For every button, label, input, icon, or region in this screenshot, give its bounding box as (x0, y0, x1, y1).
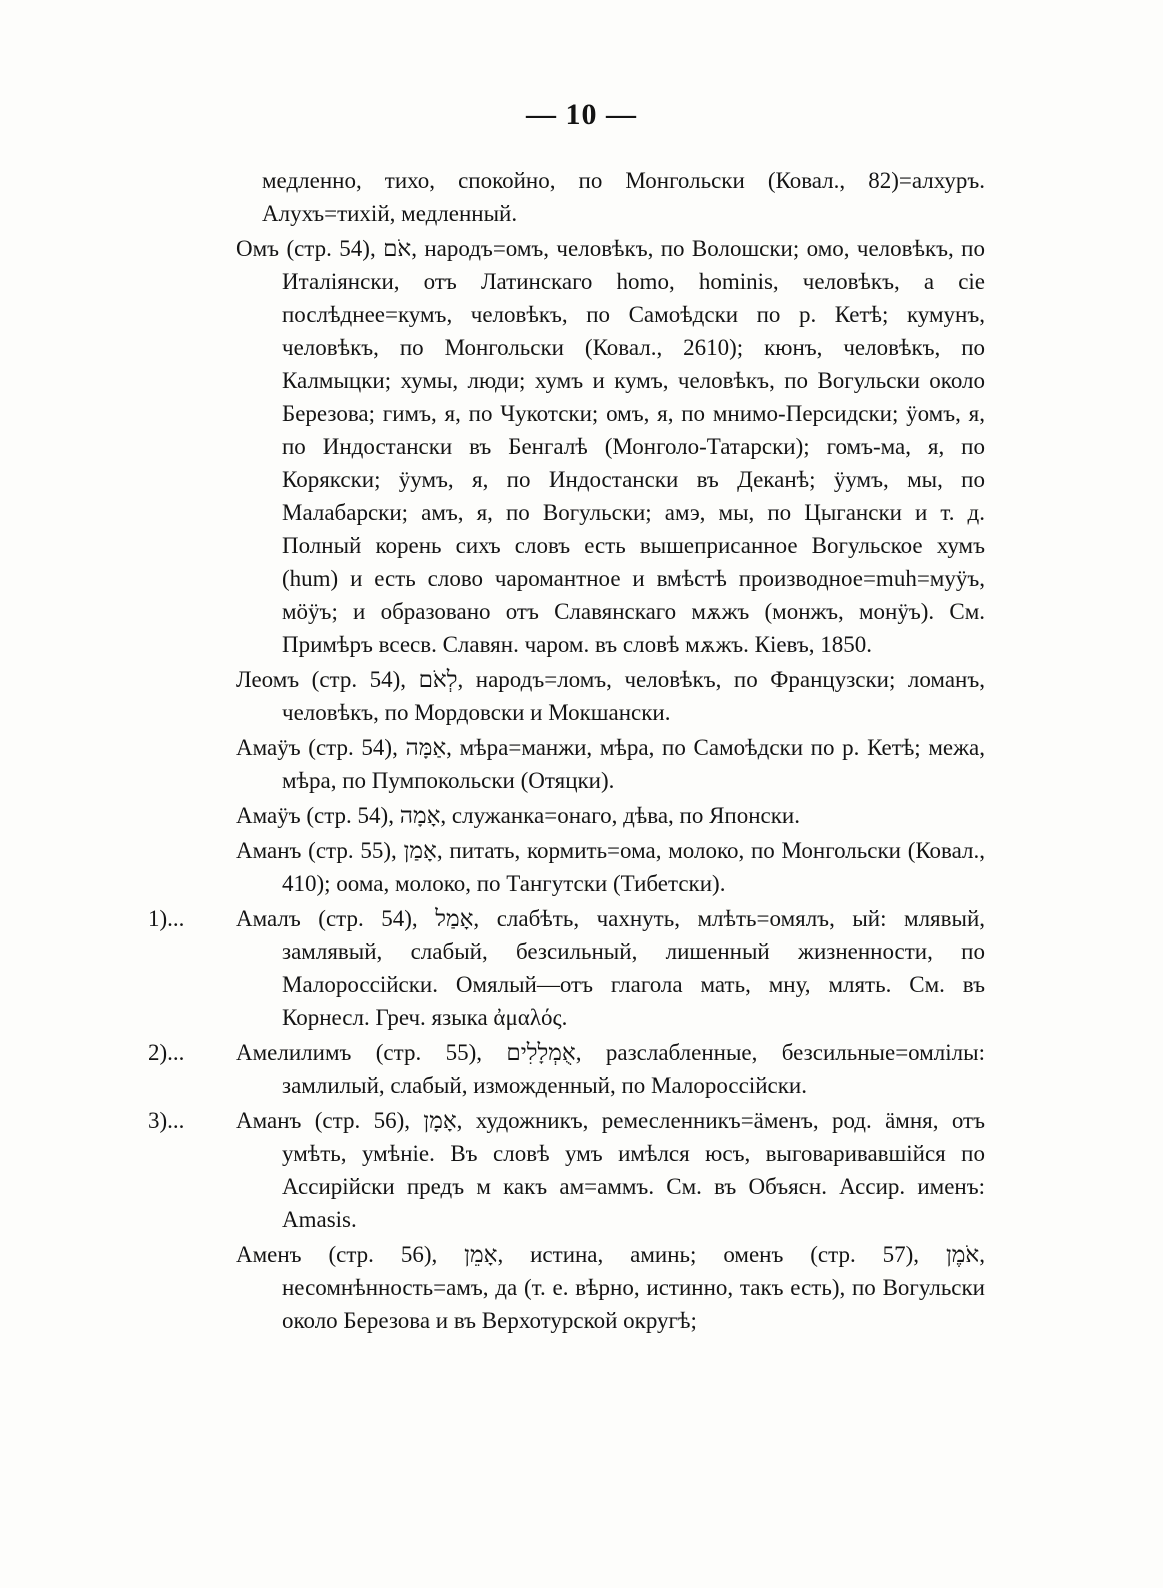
entry-number: 3)... (148, 1108, 185, 1133)
entry-number: 2)... (148, 1040, 185, 1065)
entry-amag-measure: Амаӱъ (стр. 54), אַמָּה, мѣра=манжи, мѣра, по Самоѣдски по р. Кетѣ; межа, мѣра, по Пумпокольски (Отяцки). (236, 735, 985, 793)
entry-amelilim (148, 1036, 985, 1102)
entry-om: Омъ (стр. 54), אֹם, народъ=омъ, человѣкъ, по Волошски; омо, человѣкъ, по Италiянски, отъ Латинскаго homo, hominis, человѣкъ, а сiе послѣднее=кумъ, человѣкъ, по Самоѣдски по р. Кетѣ; кумунъ, человѣкъ, по Монгольски (Ковал., 2610); кюнъ, человѣкъ, по Калмыцки; хумы, люди; хумъ и кумъ, человѣкъ, по Вогульски около Березова; гимъ, я, по Чукотски; омъ, я, по мнимо-Персидски; ӱомъ, я, по Индостански въ Бенгалѣ (Монголо-Татарски); гомъ-ма, я, по Корякски; ӱумъ, я, по Индостански въ Деканѣ; ӱумъ, мы, по Малабарски; амъ, я, по Вогульски; амэ, мы, по Цыгански и т. д. Полный корень сихъ словъ есть вышеприсанное Вогульское хумъ (hum) и есть слово чаромантное и вмѣстѣ производное=muh=муӱъ, мӧӱъ; и образовано отъ Славянскаго мѫжъ (монжъ, монӱъ). См. Примѣръ всеcв. Славян. чаром. въ словѣ мѫжъ. Кiевъ, 1850. (236, 236, 985, 657)
entry-number: 1)... (148, 906, 185, 931)
entry-aman-craftsman (148, 1104, 985, 1236)
entry-text: Амалъ (стр. 54), אָמַל, слабѣть, чахнуть, млѣть=омялъ, ый: млявый, замлявый, слабый, безсильный, лишенный жизненности, по Малороссiйски. Омялый—отъ глагола мать, мну, млять. См. въ Корнесл. Греч. языка ἀμαλός. (236, 906, 986, 1030)
page-number: — 10 — (526, 98, 637, 131)
entry-amen: Аменъ (стр. 56), אָמֵן, истина, аминь; оменъ (стр. 57), אֹמֶן, несомнѣнность=амъ, да (т. е. вѣрно, истинно, такъ есть), по Вогульски около Березова и въ Верхотурской округѣ; (236, 1242, 985, 1333)
entry-aman-nourish: Аманъ (стр. 55), אָמַן, питать, кормить=ома, молоко, по Монгольски (Ковал., 410); оома, молоко, по Тангутски (Тибетски). (236, 838, 985, 896)
paragraph-continuation: медленно, тихо, спокойно, по Монгольски (Ковал., 82)=алхуръ. Алухъ=тихiй, медленный. (262, 168, 985, 226)
page-body (148, 164, 986, 1339)
entry-amag-servant: Амаӱъ (стр. 54), אָמָה, служанка=онаго, дѣва, по Японски. (236, 803, 800, 828)
entry-text: Амелилимъ (стр. 55), אֻמְלָלִים, разслабленные, безсильные=омлiлы: замлилый, слабый, изможденный, по Малороссiйски. (236, 1040, 985, 1098)
entry-leom: Леомъ (стр. 54), לְאֹם, народъ=ломъ, человѣкъ, по Французски; ломанъ, человѣкъ, по Мордовски и Мокшански. (236, 667, 985, 725)
entry-text: Аманъ (стр. 56), אָמָן, художникъ, ремесленникъ=ӓменъ, род. ӓмня, отъ умѣть, умѣнiе. Въ словѣ умъ имѣлся юсъ, выговаривавшiйся по Ассирiйски предъ м какъ ам=аммъ. См. въ Объясн. Ассир. именъ: Amasis. (236, 1108, 985, 1232)
entry-amal (148, 902, 986, 1034)
